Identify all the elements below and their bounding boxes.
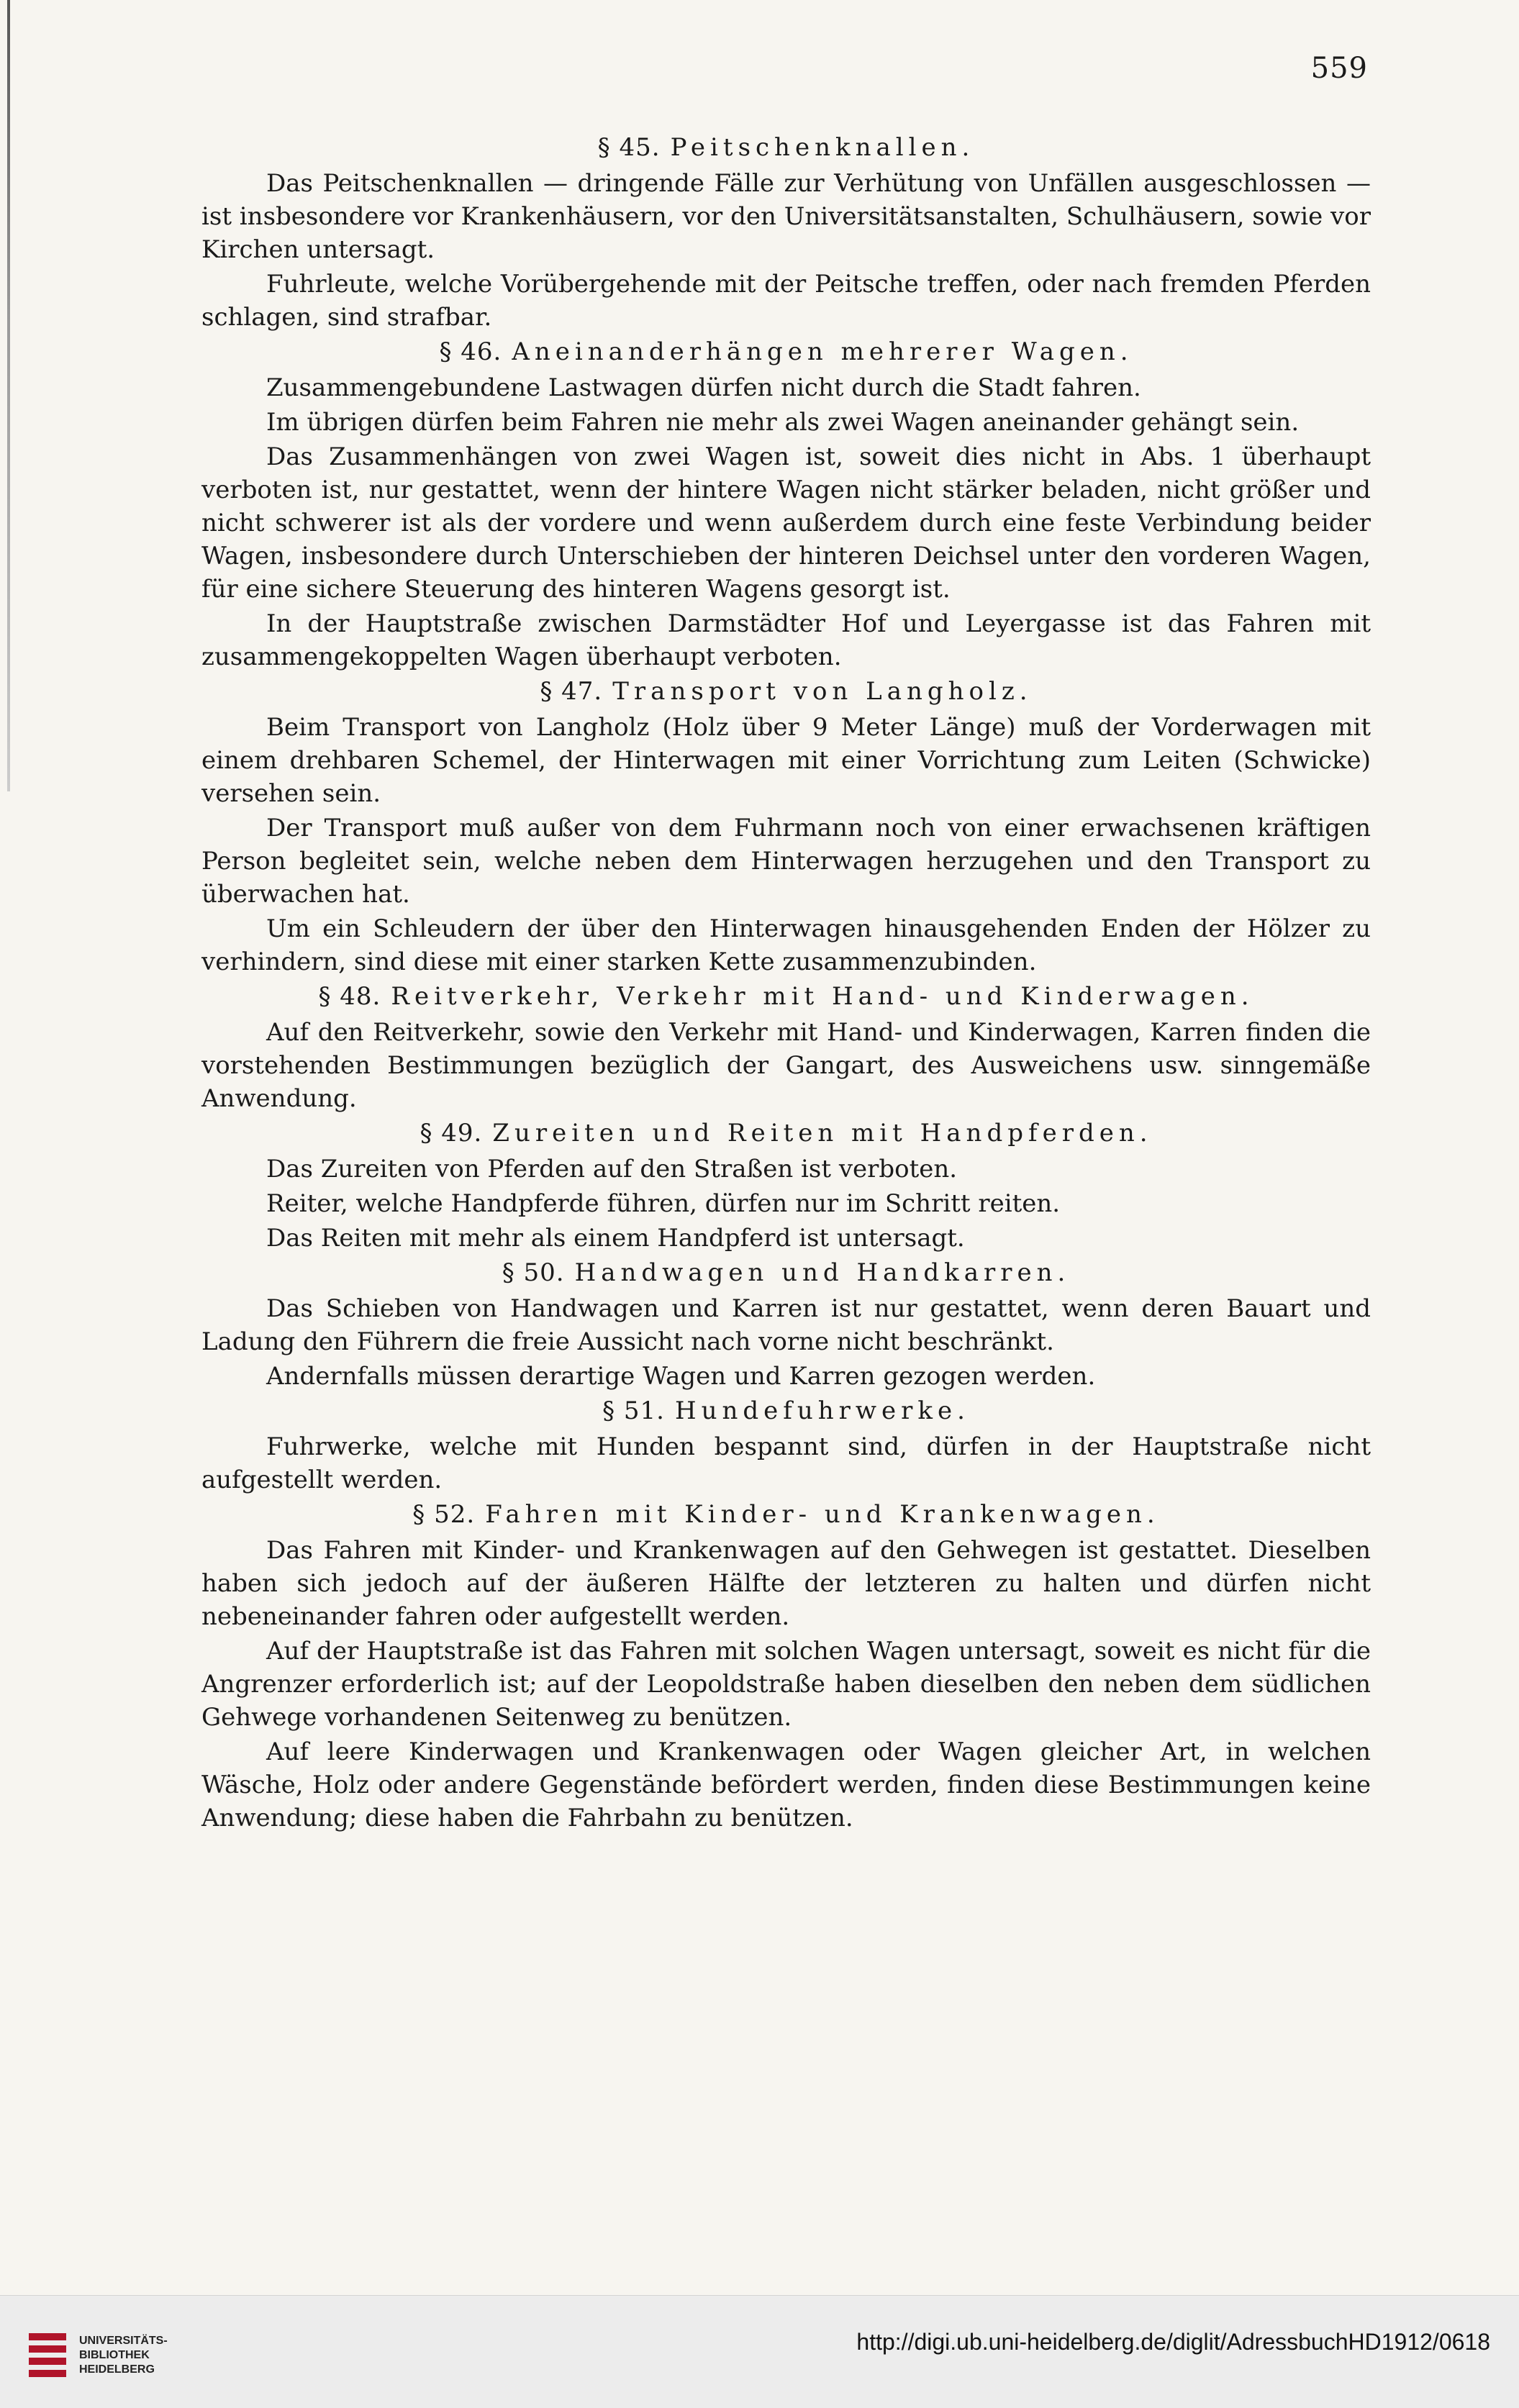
- section-title: Handwagen und Handkarren.: [574, 1258, 1071, 1287]
- section-title: Fahren mit Kinder- und Krankenwagen.: [485, 1500, 1160, 1529]
- section: [201, 675, 1371, 978]
- paragraph: Das Reiten mit mehr als einem Handpferd ist untersagt.: [266, 1224, 965, 1253]
- section-heading: [201, 1498, 1371, 1531]
- section-title: Hundefuhrwerke.: [674, 1396, 970, 1425]
- page-content: [201, 130, 1371, 1836]
- logo-line: UNIVERSITÄTS-: [79, 2335, 168, 2347]
- section-number: § 48.: [318, 982, 381, 1011]
- section-number: § 52.: [412, 1500, 476, 1529]
- section-title: Peitschenknallen.: [670, 133, 975, 162]
- page-number: 559: [1310, 52, 1368, 85]
- section-number: § 45.: [597, 133, 661, 162]
- logo-line: BIBLIOTHEK: [79, 2349, 150, 2361]
- section: [201, 1256, 1371, 1393]
- section: [201, 1498, 1371, 1835]
- section-title: Reitverkehr, Verkehr mit Hand- und Kinderwagen.: [391, 982, 1254, 1011]
- library-logo-icon: [29, 2333, 66, 2378]
- library-logo: [29, 2333, 168, 2378]
- paragraph: Fuhrleute, welche Vorübergehende mit der Peitsche treffen, oder nach fremden Pferden schlagen, sind strafbar.: [201, 270, 1371, 332]
- paragraph: Zusammengebundene Lastwagen dürfen nicht durch die Stadt fahren.: [266, 373, 1141, 402]
- paragraph: Auf den Reitverkehr, sowie den Verkehr mit Hand- und Kinderwagen, Karren finden die vorstehenden Bestimmungen bezüglich der Gangart, des Ausweichens usw. sinngemäße Anwendung.: [201, 1018, 1371, 1113]
- paragraph: In der Hauptstraße zwischen Darmstädter Hof und Leyergasse ist das Fahren mit zusammengekoppelten Wagen überhaupt verboten.: [201, 609, 1371, 671]
- footer-bar: [0, 2295, 1519, 2408]
- section-heading: [201, 335, 1371, 368]
- section: [201, 1117, 1371, 1255]
- paragraph: Auf leere Kinderwagen und Krankenwagen oder Wagen gleicher Art, in welchen Wäsche, Holz oder andere Gegenstände befördert werden, finden diese Bestimmungen keine Anwendung; diese haben die Fahrbahn zu benützen.: [201, 1737, 1371, 1832]
- logo-line: HEIDELBERG: [79, 2363, 155, 2376]
- section-number: § 49.: [420, 1119, 483, 1148]
- paragraph: Das Fahren mit Kinder- und Krankenwagen auf den Gehwegen ist gestattet. Dieselben haben sich jedoch auf der äußeren Hälfte der letzteren zu halten und dürfen nicht nebeneinander fahren oder aufgestellt werden.: [201, 1536, 1371, 1631]
- paragraph: Auf der Hauptstraße ist das Fahren mit solchen Wagen untersagt, soweit es nicht für die Angrenzer erforderlich ist; auf der Leopoldstraße haben dieselben den neben dem südlichen Gehwege vorhandenen Seitenweg zu benützen.: [201, 1637, 1371, 1732]
- section-heading: [201, 980, 1371, 1013]
- section-number: § 47.: [540, 677, 603, 706]
- library-logo-text: [79, 2334, 168, 2377]
- section-title: Transport von Langholz.: [612, 677, 1033, 706]
- section-number: § 46.: [439, 337, 502, 366]
- paragraph: Beim Transport von Langholz (Holz über 9 Meter Länge) muß der Vorderwagen mit einem drehbaren Schemel, der Hinterwagen mit einer Vorrichtung zum Leiten (Schwicke) versehen sein.: [201, 713, 1371, 808]
- section-title: Aneinanderhängen mehrerer Wagen.: [512, 337, 1133, 366]
- paragraph: Reiter, welche Handpferde führen, dürfen nur im Schritt reiten.: [266, 1189, 1061, 1218]
- paragraph: Das Peitschenknallen — dringende Fälle zur Verhütung von Unfällen ausgeschlossen — ist insbesondere vor Krankenhäusern, vor den Universitätsanstalten, Schulhäusern, sowie vor Kirchen untersagt.: [201, 169, 1371, 264]
- paragraph: Um ein Schleudern der über den Hinterwagen hinausgehenden Enden der Hölzer zu verhindern, sind diese mit einer starken Kette zusammenzubinden.: [201, 914, 1371, 976]
- section: [201, 131, 1371, 334]
- section-heading: [201, 675, 1371, 708]
- section-heading: [201, 1256, 1371, 1289]
- section-title: Zureiten und Reiten mit Handpferden.: [492, 1119, 1153, 1148]
- paragraph: Andernfalls müssen derartige Wagen und Karren gezogen werden.: [266, 1362, 1096, 1391]
- section: [201, 980, 1371, 1115]
- section-heading: [201, 1394, 1371, 1427]
- paragraph: Das Schieben von Handwagen und Karren ist nur gestattet, wenn deren Bauart und Ladung den Führern die freie Aussicht nach vorne nicht beschränkt.: [201, 1294, 1371, 1356]
- section-number: § 51.: [602, 1396, 665, 1425]
- section: [201, 1394, 1371, 1496]
- section-heading: [201, 1117, 1371, 1150]
- paragraph: Im übrigen dürfen beim Fahren nie mehr als zwei Wagen aneinander gehängt sein.: [266, 408, 1300, 437]
- source-url-link[interactable]: http://digi.ub.uni-heidelberg.de/diglit/AdressbuchHD1912/0618: [856, 2329, 1490, 2355]
- paragraph: Der Transport muß außer von dem Fuhrmann noch von einer erwachsenen kräftigen Person begleitet sein, welche neben dem Hinterwagen herzugehen und den Transport zu überwachen hat.: [201, 814, 1371, 909]
- section-heading: [201, 131, 1371, 164]
- paragraph: Fuhrwerke, welche mit Hunden bespannt sind, dürfen in der Hauptstraße nicht aufgestellt werden.: [201, 1432, 1371, 1494]
- section: [201, 335, 1371, 673]
- paragraph: Das Zureiten von Pferden auf den Straßen ist verboten.: [266, 1155, 958, 1183]
- section-number: § 50.: [502, 1258, 565, 1287]
- page-edge-shadow: [7, 0, 10, 791]
- paragraph: Das Zusammenhängen von zwei Wagen ist, soweit dies nicht in Abs. 1 überhaupt verboten ist, nur gestattet, wenn der hintere Wagen nicht stärker beladen, nicht größer und nicht schwerer ist als der vordere und wenn außerdem durch eine feste Verbindung beider Wagen, insbesondere durch Unterschieben der hinteren Deichsel unter den vorderen Wagen, für eine sichere Steuerung des hinteren Wagens gesorgt ist.: [201, 442, 1371, 604]
